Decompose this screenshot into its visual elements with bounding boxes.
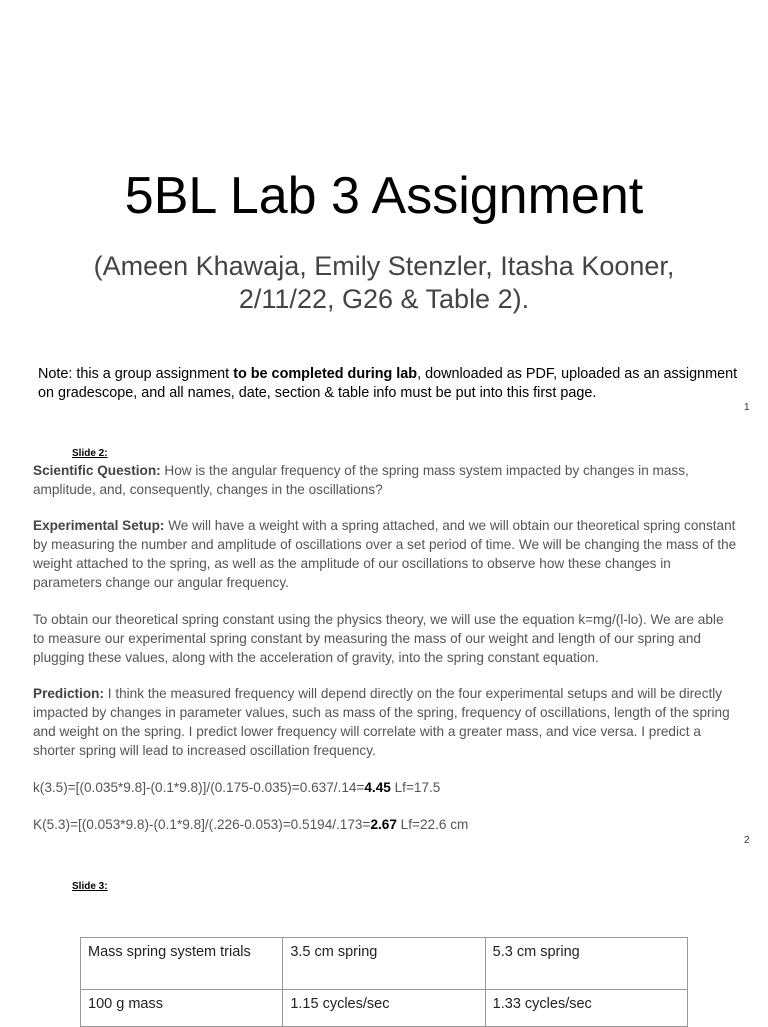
table-header-row xyxy=(81,938,688,990)
note-prefix: Note: this a group assignment xyxy=(38,366,234,382)
eq1-result: 4.45 xyxy=(364,780,391,795)
prediction-paragraph xyxy=(33,684,738,760)
subtitle-line-2: 2/11/22, G26 & Table 2). xyxy=(238,284,530,314)
scientific-question-text: How is the angular frequency of the spring mass system impacted by changes in mass, amplitude, and, consequently, changes in the oscillations? xyxy=(33,463,689,497)
table-cell: 1.33 cycles/sec xyxy=(485,990,687,1027)
table-header-cell: 5.3 cm spring xyxy=(485,938,687,990)
document-title: 5BL Lab 3 Assignment xyxy=(124,167,644,225)
scientific-question-label: Scientific Question: xyxy=(33,463,161,478)
mass-spring-trials-table xyxy=(80,937,688,1027)
eq1-suffix: Lf=17.5 xyxy=(390,780,441,795)
note-bold: to be completed during lab xyxy=(233,366,418,382)
table-cell: 100 g mass xyxy=(81,990,283,1027)
page-number-1: 1 xyxy=(744,402,750,413)
assignment-note xyxy=(38,365,738,403)
slide-3-label: Slide 3: xyxy=(72,881,108,892)
prediction-text: I think the measured frequency will depend directly on the four experimental setups and will be directly impacted by changes in parameter values, such as mass of the spring, frequency of oscillations, length of the spring and weight on the spring. I predict lower frequency will correlate with a greater mass, and vice versa. I predict a shorter spring will lead to increased oscillation frequency. xyxy=(33,686,730,758)
table-header-cell: 3.5 cm spring xyxy=(283,938,485,990)
prediction-label: Prediction: xyxy=(33,686,104,701)
experimental-setup-paragraph xyxy=(33,516,738,592)
spring-constant-equation-1 xyxy=(33,778,738,797)
experimental-setup-label: Experimental Setup: xyxy=(33,518,165,533)
note-suffix: , downloaded as PDF, uploaded as an assignment on gradescope, and all names, date, section & table info must be put into this first page. xyxy=(38,366,738,401)
scientific-question-paragraph xyxy=(33,461,738,499)
spring-constant-equation-2 xyxy=(33,815,738,834)
experimental-setup-text: We will have a weight with a spring attached, and we will obtain our theoretical spring constant by measuring the number and amplitude of oscillations over a set period of time. We will be changing the mass of the weight attached to the spring, as well as the amplitude of our oscillations to observe how these changes in parameters change our angular frequency. xyxy=(33,518,737,590)
subtitle-line-1: (Ameen Khawaja, Emily Stenzler, Itasha Kooner, xyxy=(93,251,675,281)
eq1-prefix: k(3.5)=[(0.035*9.8]-(0.1*9.8)]/(0.175-0.035)=0.637/.14= xyxy=(33,780,365,795)
table-row xyxy=(81,990,688,1027)
page-number-2: 2 xyxy=(744,835,750,846)
theory-paragraph: To obtain our theoretical spring constant using the physics theory, we will use the equation k=mg/(l-lo). We are able to measure our experimental spring constant by measuring the mass of our weight and length of our spring and plugging these values, along with the acceleration of gravity, into the spring constant equation. xyxy=(33,612,724,665)
table-header-cell: Mass spring system trials xyxy=(81,938,283,990)
eq2-suffix: Lf=22.6 cm xyxy=(396,817,469,832)
table-cell: 1.15 cycles/sec xyxy=(283,990,485,1027)
eq2-result: 2.67 xyxy=(370,817,397,832)
slide-2-label: Slide 2: xyxy=(72,448,108,459)
eq2-prefix: K(5.3)=[(0.053*9.8)-(0.1*9.8]/(.226-0.053)=0.5194/.173= xyxy=(33,817,371,832)
document-subtitle xyxy=(40,250,728,316)
